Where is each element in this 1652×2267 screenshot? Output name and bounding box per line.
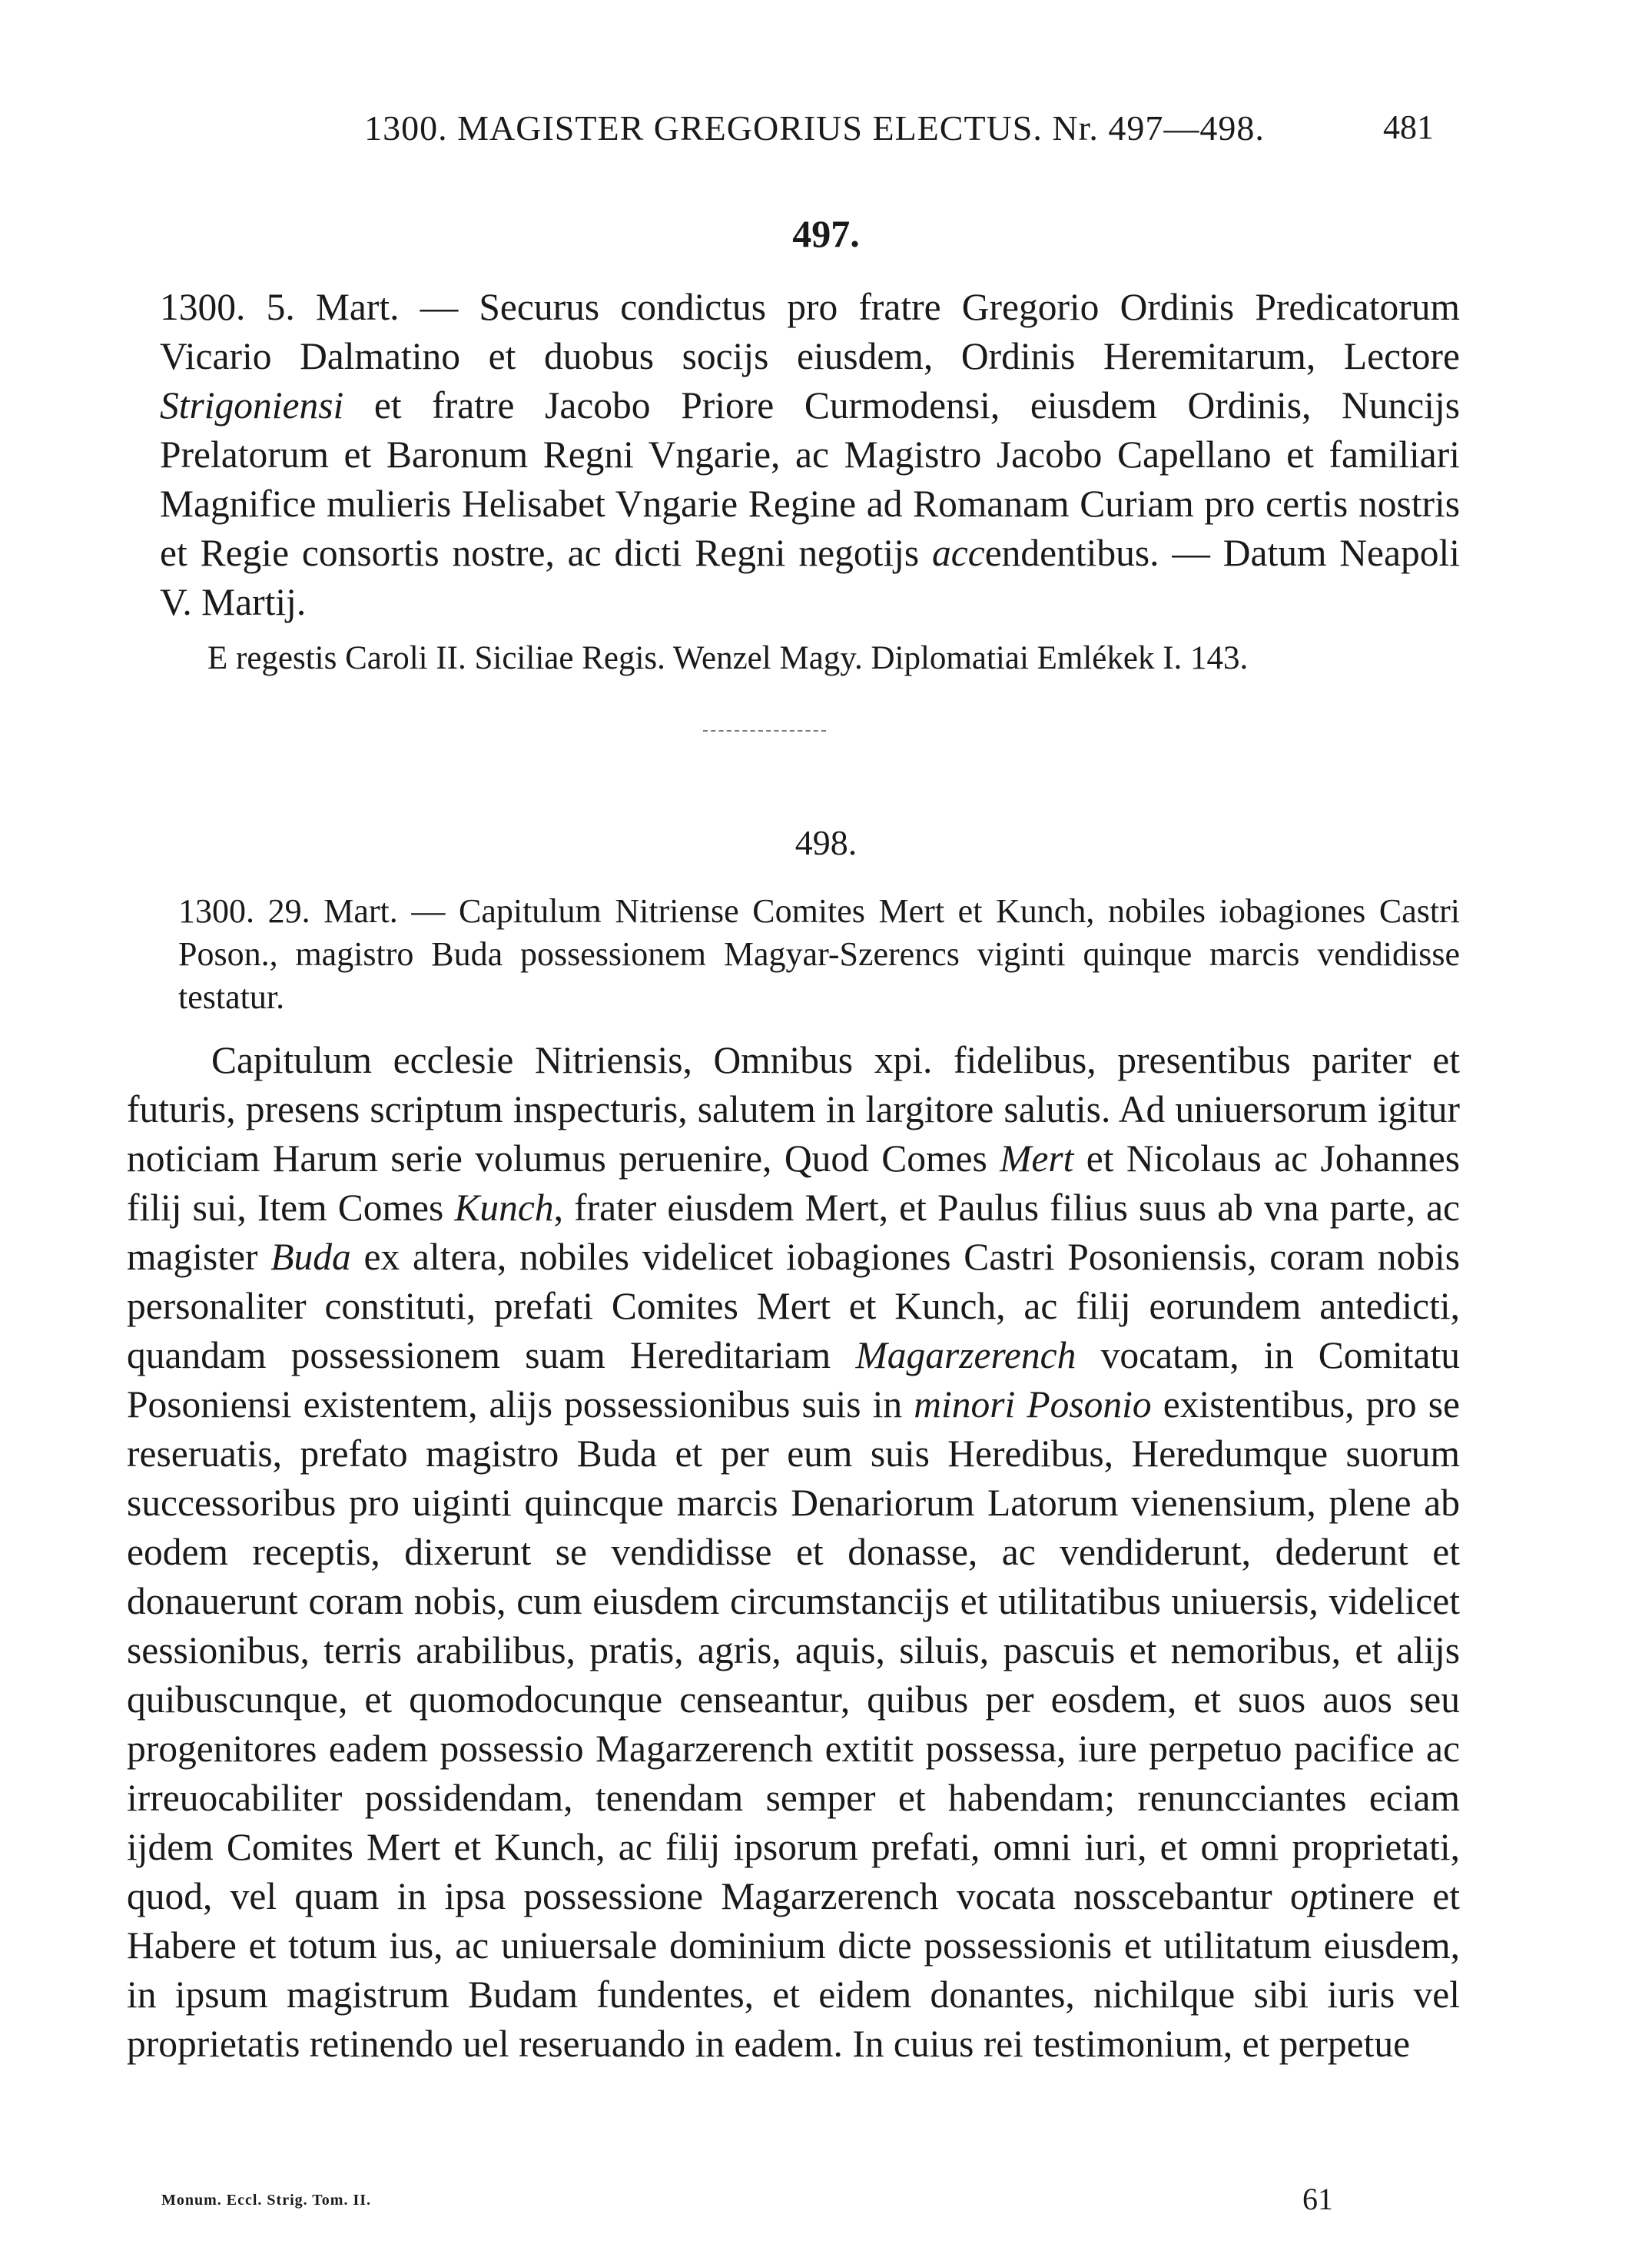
document-number-497: 497. xyxy=(792,212,860,255)
charter-body-498: Capitulum ecclesie Nitriensis, Omnibus xpi. fidelibus, presentibus pariter et futuris, presens scriptum inspecturis, salutem in largitore salutis. Ad uniuersorum igitur noticiam Harum serie volumus peruenire, Quod Comes Mert et Nicolaus ac Johannes filij sui, Item Comes Kunch, frater eiusdem Mert, et Paulus filius suus ab vna parte, ac magister Buda ex altera, nobiles videlicet iobagiones Castri Posoniensis, coram nobis personaliter constituti, prefati Comites Mert et Kunch, ac filij eorundem antedicti, quandam possessionem suam Hereditariam Magarzerench vocatam, in Comitatu Posoniensi existentem, alijs possessionibus suis in minori Posonio existentibus, pro se reseruatis, prefato magistro Buda et per eum suis Heredibus, Heredumque suorum successoribus pro uiginti quincque marcis Denariorum Latorum vienensium, plene ab eodem receptis, dixerunt se vendidisse et donasse, ac vendiderunt, dederunt et donauerunt coram nobis, cum eiusdem circumstancijs et utilitatibus uniuersis, videlicet sessionibus, terris arabilibus, pratis, agris, aquis, siluis, pascuis et nemoribus, et alijs quibuscunque, et quomodocunque censeantur, quibus per eosdem, et suos auos seu progenitores eadem possessio Magarzerench extitit possessa, iure perpetuo pacifice ac irreuocabiliter possidendam, tenendam semper et habendam; renuncciantes eciam ijdem Comites Mert et Kunch, ac filij ipsorum prefati, omni iuri, et omni proprietati, quod, vel quam in ipsa possessione Magarzerench vocata nosscebantur optinere et Habere et totum ius, ac uniuersale dominium dicte possessionis et utilitatum eiusdem, in ipsum magistrum Budam fundentes, et eidem donantes, nichilque sibi iuris vel proprietatis retinendo uel reseruando in eadem. In cuius rei testimonium, et perpetue xyxy=(127,1039,1461,2065)
sheet-number: 61 xyxy=(1302,2182,1333,2216)
italic-place-name: Strigoniensi xyxy=(160,384,344,427)
section-divider xyxy=(703,730,826,732)
regest-498: 1300. 29. Mart. — Capitulum Nitriense Comites Mert et Kunch, nobiles iobagiones Castri Poson., magistro Buda possessionem Magyar-Szerencs viginti quinque marcis vendidisse testatur. xyxy=(178,892,1460,1016)
regest-497: 1300. 5. Mart. — Securus condictus pro fratre Gregorio Ordinis Predicatorum Vicario Dalmatino et duobus socijs eiusdem, Ordinis Heremitarum, Lectore Strigoniensi et fratre Jacobo Priore Curmodensi, eiusdem Ordinis, Nuncijs Prelatorum et Baronum Regni Vngarie, ac Magistro Jacobo Capellano et familiari Magnifice mulieris Helisabet Vngarie Regine ad Romanam Curiam pro certis nostris et Regie consortis nostre, ac dicti Regni negotijs accendentibus. — Datum Neapoli V. Martij. xyxy=(160,286,1460,623)
footer-signature: Monum. Eccl. Strig. Tom. II. xyxy=(161,2192,372,2209)
italic-letters: acc xyxy=(931,532,985,574)
page-number: 481 xyxy=(1383,108,1434,146)
running-title: 1300. MAGISTER GREGORIUS ELECTUS. Nr. 497—498. xyxy=(364,108,1265,148)
source-note-497: E regestis Caroli II. Siciliae Regis. Wenzel Magy. Diplomatiai Emlékek I. 143. xyxy=(207,640,1249,676)
document-number-498: 498. xyxy=(794,823,858,862)
